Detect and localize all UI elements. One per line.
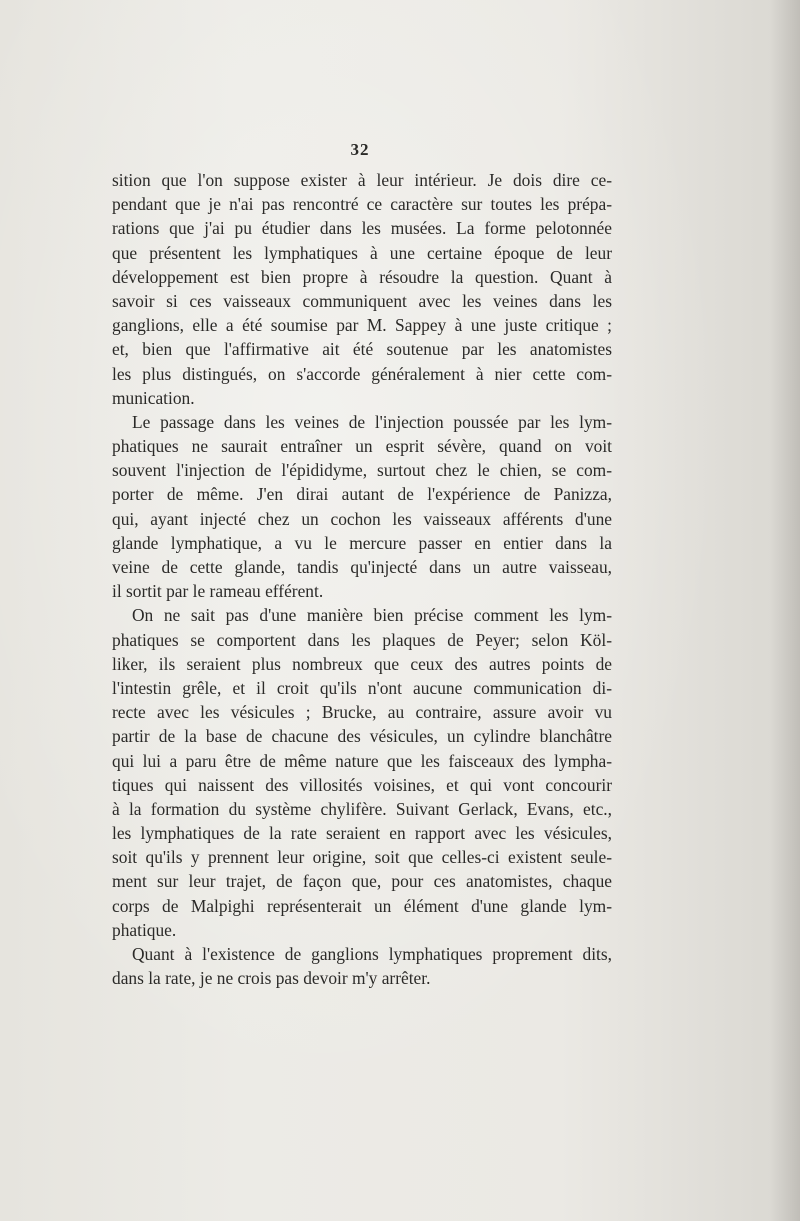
- text-line: rations que j'ai pu étudier dans les musées. La forme pelotonnée: [112, 218, 612, 239]
- text-line: savoir si ces vaisseaux communiquent avec les veines dans les: [112, 290, 612, 311]
- text-line: tiques qui naissent des villosités voisines, et qui vont concourir: [112, 774, 612, 795]
- text-line: pendant que je n'ai pas rencontré ce caractère sur toutes les prépa-: [112, 194, 612, 215]
- text-line: les plus distingués, on s'accorde généralement à nier cette com-: [112, 363, 612, 384]
- text-line: Quant à l'existence de ganglions lymphatiques proprement dits,: [132, 944, 612, 964]
- text-line: Le passage dans les veines de l'injection poussée par les lym-: [132, 411, 612, 432]
- text-line: On ne sait pas d'une manière bien précise comment les lym-: [132, 605, 612, 626]
- text-line: phatiques ne saurait entraîner un esprit sévère, quand on voit: [112, 436, 612, 457]
- text-line: phatique.: [112, 919, 177, 940]
- text-line: liker, ils seraient plus nombreux que ceux des autres points de: [112, 653, 612, 674]
- text-line: glande lymphatique, a vu le mercure passer en entier dans la: [112, 532, 612, 553]
- text-line: porter de même. J'en dirai autant de l'expérience de Panizza,: [112, 484, 612, 505]
- text-line: développement est bien propre à résoudre la question. Quant à: [112, 266, 612, 287]
- text-line: corps de Malpighi représenterait un élément d'une glande lym-: [112, 895, 612, 916]
- body-text: [112, 168, 612, 990]
- page-number: 32: [350, 140, 370, 159]
- text-line: veine de cette glande, tandis qu'injecté dans un autre vaisseau,: [112, 557, 612, 577]
- text-line: qui, ayant injecté chez un cochon les vaisseaux afférents d'une: [112, 508, 612, 529]
- text-line: soit qu'ils y prennent leur origine, soit que celles-ci existent seule-: [112, 847, 612, 868]
- text-line: et, bien que l'affirmative ait été soutenue par les anatomistes: [112, 339, 612, 360]
- text-line: que présentent les lymphatiques à une certaine époque de leur: [112, 242, 612, 263]
- text-line: l'intestin grêle, et il croit qu'ils n'ont aucune communication di-: [112, 677, 612, 698]
- text-line: les lymphatiques de la rate seraient en rapport avec les vésicules,: [112, 823, 612, 844]
- text-line: souvent l'injection de l'épididyme, surtout chez le chien, se com-: [112, 460, 612, 481]
- text-line: phatiques se comportent dans les plaques de Peyer; selon Köl-: [112, 629, 612, 650]
- text-line: qui lui a paru être de même nature que les faisceaux des lympha-: [112, 750, 612, 771]
- text-line: ganglions, elle a été soumise par M. Sappey à une juste critique ;: [112, 315, 612, 336]
- text-line: partir de la base de chacune des vésicules, un cylindre blanchâtre: [112, 726, 612, 747]
- text-line: munication.: [112, 387, 195, 408]
- text-line: dans la rate, je ne crois pas devoir m'y arrêter.: [112, 968, 431, 989]
- text-line: sition que l'on suppose exister à leur intérieur. Je dois dire ce-: [112, 170, 612, 190]
- text-line: il sortit par le rameau efférent.: [112, 581, 324, 602]
- text-line: recte avec les vésicules ; Brucke, au contraire, assure avoir vu: [112, 702, 612, 723]
- text-line: à la formation du système chylifère. Suivant Gerlack, Evans, etc.,: [112, 798, 612, 819]
- text-line: ment sur leur trajet, de façon que, pour ces anatomistes, chaque: [112, 871, 612, 892]
- page-edge-shadow: [770, 0, 800, 1221]
